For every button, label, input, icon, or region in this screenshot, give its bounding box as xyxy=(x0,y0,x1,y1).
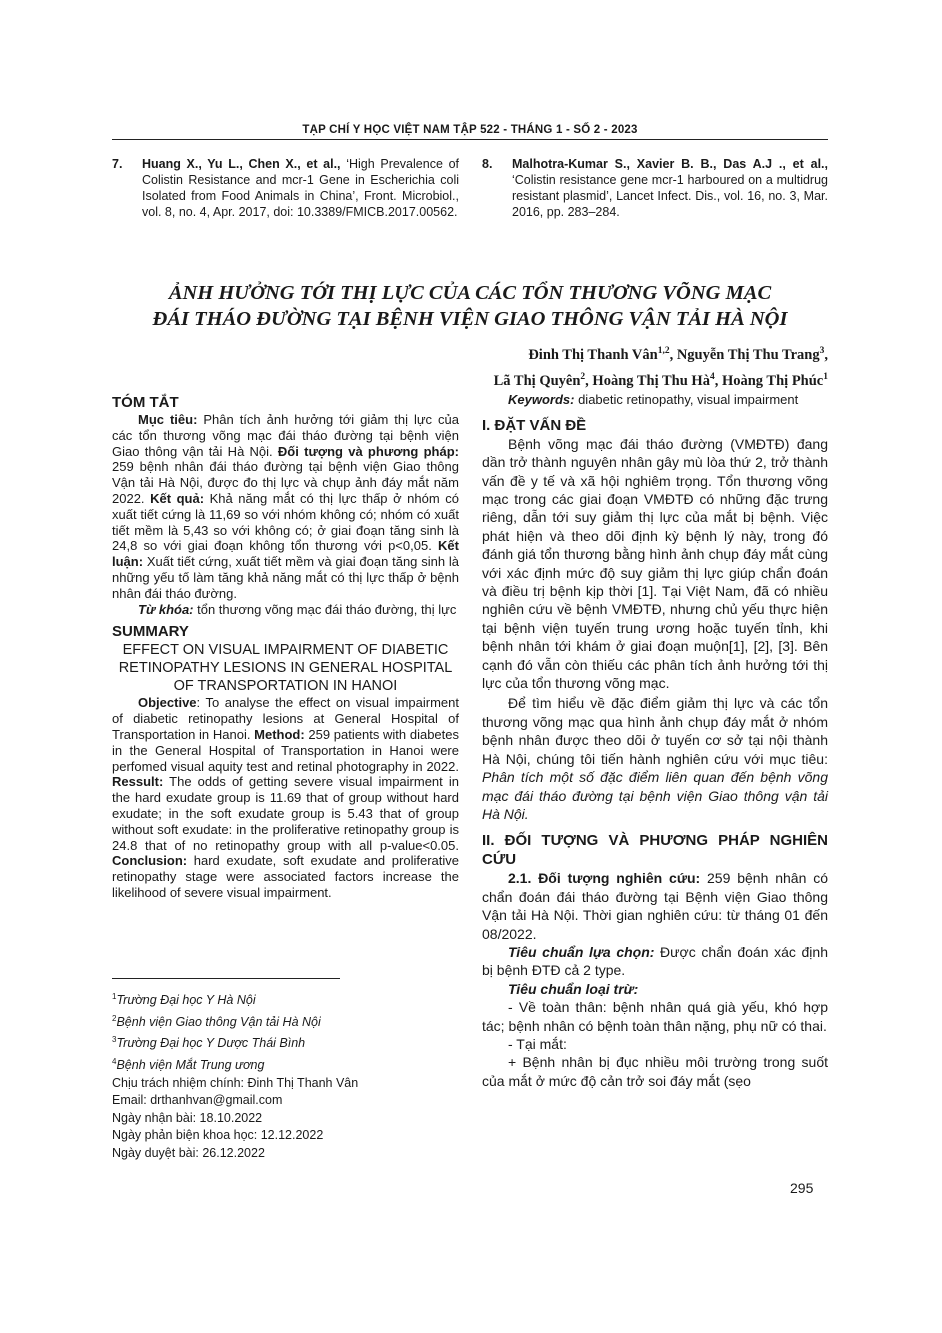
author-name: Đinh Thị Thanh Vân xyxy=(528,346,658,363)
author-name: Hoàng Thị Thu Hà xyxy=(592,372,710,389)
received-date: Ngày nhận bài: 18.10.2022 xyxy=(112,1110,263,1125)
author-affiliation: 3 xyxy=(819,346,825,356)
methods-paragraph: 2.1. Đối tượng nghiên cứu: 259 bệnh nhân có chẩn đoán đái tháo đường tại Bệnh viện Giao thông Vận tải Hà Nội. Thời gian nghiên cứu: từ tháng 01 đến 08/2022. xyxy=(482,870,828,942)
reference-authors: Malhotra-Kumar S., Xavier B. B., Das A.J ., et al., xyxy=(512,157,828,171)
reference-text: ‘High Prevalence of Colistin Resistance and mcr-1 Gene in Escherichia coli Isolated from Food Animals in China’, Front. Microbiol., vol. 8, no. 4, Apr. 2017, doi: 10.3389/FMICB.2017.00562. xyxy=(142,157,459,219)
intro-paragraph: Bệnh võng mạc đái tháo đường (VMĐTĐ) đang dần trở thành nguyên nhân gây mù lòa thứ 2, trở thành vấn đề y tế và xã hội nghiêm trọng. Tổn thương võng mạc trong các giai đoạn VMĐTĐ có những đặc trưng riêng, dẫn tới suy giảm thị lực của mắt bị bệnh. Việc phát hiện và theo dõi định kỳ bệnh lý này, trong đó đánh giá tổn thương bằng hình ảnh chụp đáy mắt cùng với xác định mức độ suy giảm thị lực giúp chẩn đoán và điều trị bệnh kịp thời [1]. Tại Việt Nam, đã có nhiều nghiên cứu về bệnh VMĐTĐ, nhưng chủ yếu thực hiện tại bệnh viện tuyến trung ương hoặc tuyến tỉnh, khi bệnh nhân tới khám ở giai đoạn muộn[1], [2], [3]. Bên cạnh đó vẫn còn thiếu các phân tích ảnh hưởng tới thị lực của tổn thương võng mạc. xyxy=(482,435,828,692)
header-rule xyxy=(112,139,828,140)
reference-item xyxy=(482,156,828,220)
reference-item xyxy=(112,156,459,220)
section-heading-methods: II. ĐỐI TƯỢNG VÀ PHƯƠNG PHÁP NGHIÊN CỨU xyxy=(482,832,828,869)
section-heading-intro: I. ĐẶT VẤN ĐỀ xyxy=(482,416,587,434)
reference-authors: Huang X., Yu L., Chen X., et al., xyxy=(142,157,341,171)
left-column xyxy=(112,394,459,901)
abstract-vi-body: Mục tiêu: Phân tích ảnh hưởng tới giảm thị lực của các tổn thương võng mạc đái tháo đường tại bệnh viện Giao thông vận tải Hà Nội. Đối tượng và phương pháp: 259 bệnh nhân đái tháo đường tại bệnh viện Giao thông Vận tải Hà Nội, được đo thị lực và chụp ảnh đáy mắt năm 2022. Kết quả: Khả năng mắt có thị lực thấp ở nhóm có xuất tiết cứng là 11,69 so với nhóm không có; nhóm có xuất tiết mềm là 5,43 so với không có; ở giai đoạn tăng sinh là 24,8 so với giai đoạn không tổn thương với p<0,05. Kết luận: Xuất tiết cứng, xuất tiết mềm và giai đoạn tăng sinh là những yếu tố làm tăng khả năng mắt có thị lực thấp ở bệnh nhân đái tháo đường. xyxy=(112,412,459,601)
reference-number: 7. xyxy=(112,157,123,171)
journal-header: TẠP CHÍ Y HỌC VIỆT NAM TẬP 522 - THÁNG 1 - SỐ 2 - 2023 xyxy=(302,124,638,136)
summary-body: Objective: To analyse the effect on visual impairment of diabetic retinopathy lesions at General Hospital of Transportation in Hanoi. Method: 259 patients with diabetes in the General Hospital of Transportation in Hanoi were perfomed visual aquity test and retinal photography in 2022. Ressult: The odds of getting severe visual impairment in the hard exudate group is 11.69 that of group without hard exudate; in the soft exudate group is 5.43 that of group without soft exudate: in the proliferative retinopathy group is 24.8 that of no retinopathy group with all p-value<0.05. Conclusion: hard exudate, soft exudate and proliferative retinopathy stage were associated factors increase the likelihood of severe visual impairment. xyxy=(112,695,460,900)
summary-title: EFFECT ON VISUAL IMPAIRMENT OF DIABETIC RETINOPATHY LESIONS IN GENERAL HOSPITAL OF TRANSPORTATION IN HANOI xyxy=(118,642,453,695)
footnotes xyxy=(112,988,452,1162)
affiliation-note: $^1$Trường Đại học Y Hà Nội xyxy=(112,992,256,1008)
author-name: Nguyễn Thị Thu Trang xyxy=(676,346,820,363)
author-list: Đinh Thị Thanh Vân$^{1,2}$, Nguyễn Thị Thu Trang$^3$, Lã Thị Quyên$^2$, Hoàng Thị Thu $Hà^4$, Hoàng Thị Phúc$^1$ xyxy=(493,346,828,389)
reference-number: 8. xyxy=(482,157,493,171)
right-column xyxy=(482,392,828,1090)
affiliation-note: $^3$Trường Đại học Y Dược Thái Bình xyxy=(112,1035,306,1051)
summary-keywords: Keywords: diabetic retinopathy, visual impairment xyxy=(508,392,799,407)
footnote-rule xyxy=(112,978,340,979)
abstract-vi-keywords: Từ khóa: tổn thương võng mạc đái tháo đường, thị lực xyxy=(138,601,457,617)
author-affiliation: 2 xyxy=(580,371,586,382)
article-title xyxy=(112,280,828,332)
author-name: Hoàng Thị Phúc xyxy=(721,372,824,389)
methods-paragraph: + Bệnh nhân bị đục nhiều môi trường trong suốt của mắt ở mức độ cản trở soi đáy mắt (sẹo xyxy=(482,1054,828,1089)
intro-paragraph: Để tìm hiểu về đặc điểm giảm thị lực và các tổn thương võng mạc qua hình ảnh chụp đáy mắt ở nhóm bệnh nhân được theo dõi ở tuyến cơ sở tại nội thành Hà Nội, chúng tôi tiến hành nghiên cứu với mục tiêu: Phân tích một số đặc điểm liên quan đến bệnh võng mạc đái tháo đường tại bệnh viện Giao thông vận tải Hà Nội. xyxy=(482,695,828,822)
abstract-heading: TÓM TẮT xyxy=(112,394,179,411)
review-date: Ngày phản biện khoa học: 12.12.2022 xyxy=(112,1128,324,1143)
accepted-date: Ngày duyệt bài: 26.12.2022 xyxy=(112,1145,265,1160)
corresponding-author: Chịu trách nhiệm chính: Đinh Thị Thanh Vân xyxy=(112,1075,359,1090)
author-affiliation: 1 xyxy=(823,371,828,382)
methods-paragraph: - Tại mắt: xyxy=(508,1035,567,1052)
page-number: 295 xyxy=(790,1180,814,1196)
affiliation-note: $^2$Bệnh viện Giao thông Vận tải Hà Nội xyxy=(112,1013,321,1029)
summary-heading: SUMMARY xyxy=(112,623,189,641)
methods-paragraph: Tiêu chuẩn lựa chọn: Được chẩn đoán xác định bị bệnh ĐTĐ cả 2 type. xyxy=(482,943,828,979)
reference-text: ‘Colistin resistance gene mcr-1 harboured on a multidrug resistant plasmid’, Lancet Infect. Dis., vol. 16, no. 3, Mar. 2016, pp. 283–284. xyxy=(512,173,828,219)
email: Email: drthanhvan@gmail.com xyxy=(112,1093,283,1108)
author-affiliation: 4 xyxy=(709,371,715,382)
author-affiliation: 1,2 xyxy=(657,346,670,356)
title-line: ẢNH HƯỞNG TỚI THỊ LỰC CỦA CÁC TỔN THƯƠNG VÕNG MẠC xyxy=(168,282,772,304)
title-line: ĐÁI THÁO ĐƯỜNG TẠI BỆNH VIỆN GIAO THÔNG VẬN TẢI HÀ NỘI xyxy=(152,308,788,330)
methods-paragraph: - Về toàn thân: bệnh nhân quá già yếu, khó hợp tác; bệnh nhân có bệnh toàn thân nặng, phụ nữ có thai. xyxy=(482,999,828,1034)
affiliation-note: $^4$Bệnh viện Mắt Trung ương xyxy=(112,1056,265,1073)
methods-paragraph: Tiêu chuẩn loại trừ: xyxy=(508,980,639,997)
author-name: Lã Thị Quyên xyxy=(493,372,581,389)
